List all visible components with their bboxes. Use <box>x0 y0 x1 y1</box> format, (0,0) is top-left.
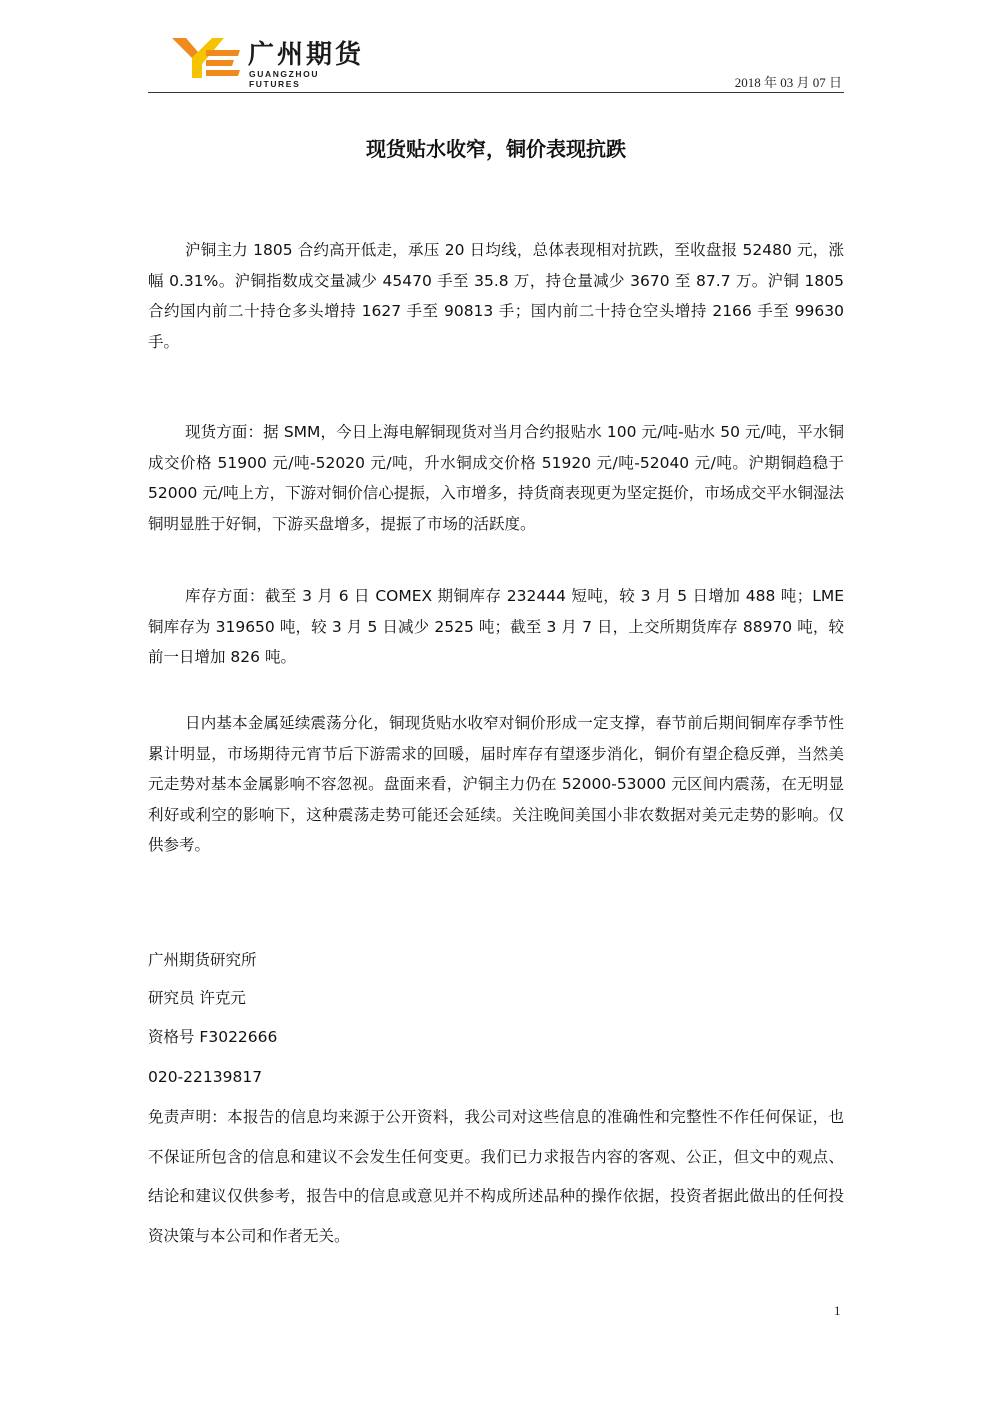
report-title: 现货贴水收窄，铜价表现抗跌 <box>366 137 626 161</box>
page-number: 1 <box>834 1303 841 1318</box>
company-logo <box>172 34 372 89</box>
disclaimer: 免责声明：本报告的信息均来源于公开资料，我公司对这些信息的准确性和完整性不作任何保证，也不保证所包含的信息和建议不会发生任何变更。我们已力求报告内容的客观、公正，但文中的观点、结论和建议仅供参考，报告中的信息或意见并不构成所述品种的操作依据，投资者据此做出的任何投资决策与本公司和作者无关。 <box>148 1108 844 1245</box>
brand-name-cn: 广州期货 <box>248 40 365 70</box>
qualification-number: 资格号 F3022666 <box>148 1028 278 1046</box>
logo-mark-icon <box>172 38 242 78</box>
brand-name-en: GUANGZHOU FUTURES <box>249 69 320 89</box>
paragraph-inventory: 库存方面：截至 3 月 6 日 COMEX 期铜库存 232444 短吨，较 3 月 5 日增加 488 吨；LME 铜库存为 319650 吨，较 3 月 5 日减少 2525 吨；截至 3 月 7 日，上交所期货库存 88970 吨，较前一日增加 826 吨。 <box>148 587 844 666</box>
paragraph-outlook: 日内基本金属延续震荡分化，铜现货贴水收窄对铜价形成一定支撑，春节前后期间铜库存季节性累计明显，市场期待元宵节后下游需求的回暖，届时库存有望逐步消化，铜价有望企稳反弹，当然美元走势对基本金属影响不容忽视。盘面来看，沪铜主力仍在 52000-53000 元区间内震荡，在无明显利好或利空的影响下，这种震荡走势可能还会延续。关注晚间美国小非农数据对美元走势的影响。仅供参考。 <box>148 714 844 854</box>
researcher-name: 研究员 许克元 <box>148 989 246 1007</box>
institute-name: 广州期货研究所 <box>148 951 257 969</box>
phone-number: 020-22139817 <box>148 1068 263 1086</box>
paragraph-market-summary: 沪铜主力 1805 合约高开低走，承压 20 日均线，总体表现相对抗跌，至收盘报 52480 元，涨幅 0.31%。沪铜指数成交量减少 45470 手至 35.8 万，持仓量减少 3670 至 87.7 万。沪铜 1805 合约国内前二十持仓多头增持 1627 手至 90813 手；国内前二十持仓空头增持 2166 手至 99630 手。 <box>148 241 844 351</box>
header-divider <box>148 92 844 93</box>
paragraph-spot: 现货方面：据 SMM，今日上海电解铜现货对当月合约报贴水 100 元/吨-贴水 50 元/吨，平水铜成交价格 51900 元/吨-52020 元/吨，升水铜成交价格 51920 元/吨-52040 元/吨。沪期铜趋稳于 52000 元/吨上方，下游对铜价信心提振，入市增多，持货商表现更为坚定挺价，市场成交平水铜湿法铜明显胜于好铜，下游买盘增多，提振了市场的活跃度。 <box>148 423 844 533</box>
report-date: 2018 年 03 月 07 日 <box>734 75 842 90</box>
